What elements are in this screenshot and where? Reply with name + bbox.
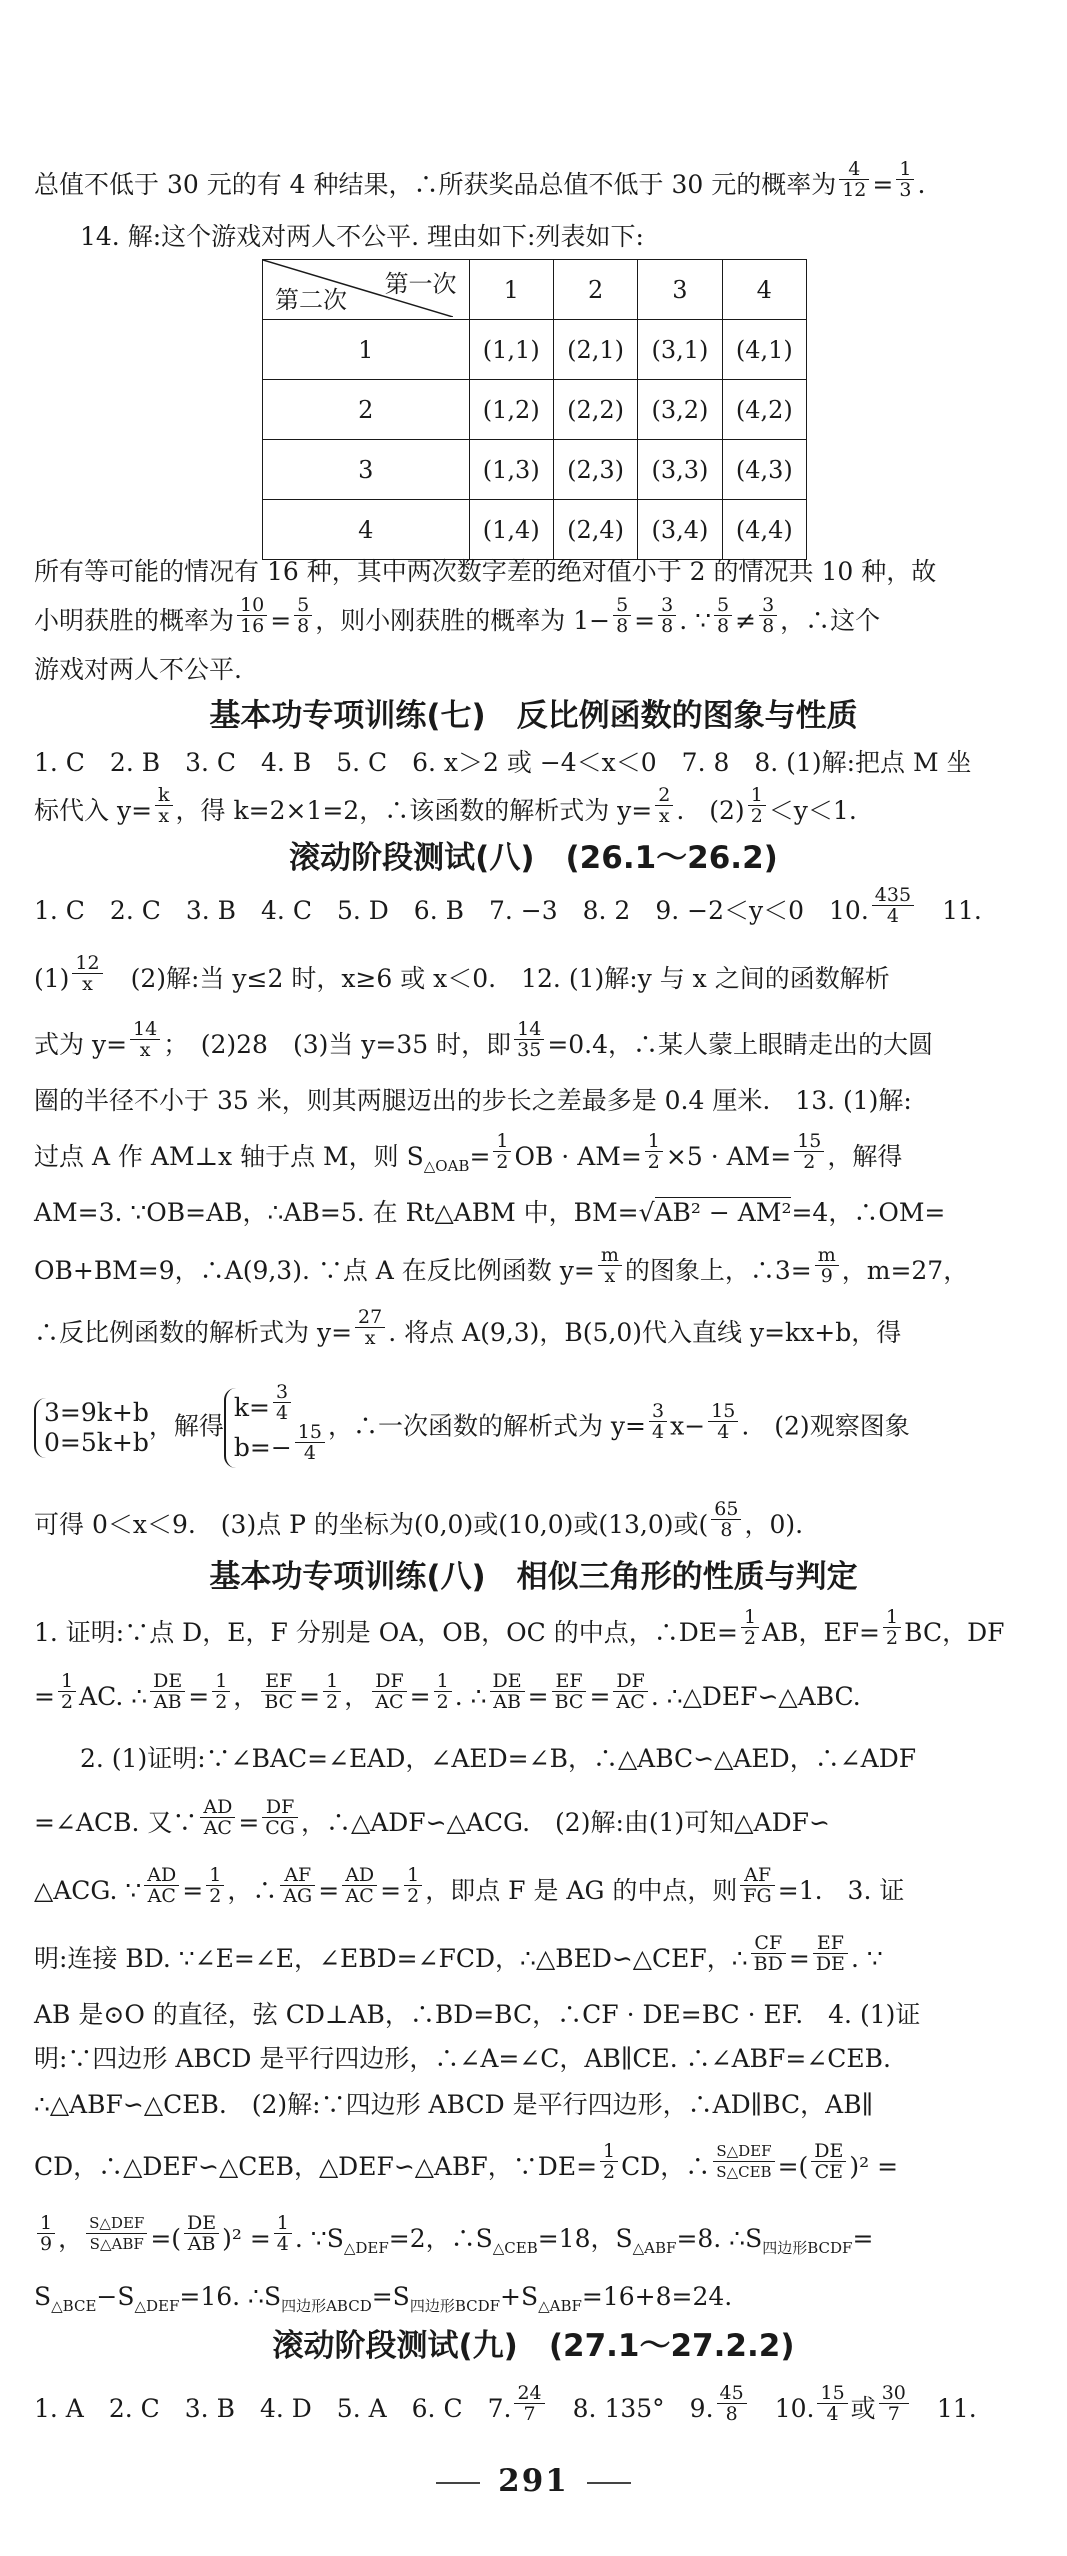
page-number: 291 (0, 2463, 1067, 2499)
table-cell: (3,1) (638, 320, 722, 380)
column-header: 1 (469, 260, 553, 320)
table-cell: (4,1) (722, 320, 806, 380)
table-corner-cell (263, 260, 470, 320)
text-line: 小明获胜的概率为 $\frac{10}{16}$ = $\frac{5}{8}$ ，则小刚获胜的概率为 1− $\frac{5}{8}$ = $\frac{3}{8}$ . ∵ $\frac{5}{8}$ ≠ $\frac{3}{8}$ ，∴这个 (34, 594, 881, 637)
table-cell: (2,1) (553, 320, 637, 380)
text-line: 可得 0＜x＜9. (3)点 P 的坐标为(0,0)或(10,0)或(13,0)或( $\frac{65}{8}$ ，0). (34, 1498, 804, 1541)
divider (587, 2482, 631, 2484)
text-line: 明:连接 BD. ∵∠E=∠E，∠EBD=∠FCD，∴△BED∽△CEF，∴ $\frac{CF}{BD}$ = $\frac{EF}{DE}$ . ∵ (34, 1932, 883, 1975)
text-line: 1. C 2. C 3. B 4. C 5. D 6. B 7. −3 8. 2 9. −2＜y＜0 10. $\frac{435}{4}$ 11. (34, 884, 982, 927)
text-line: =∠ACB. 又∵ $\frac{AD}{AC}$ = $\frac{DF}{CG}$ ，∴△ADF∽△ACG. (2)解:由(1)可知△ADF∽ (34, 1796, 830, 1839)
table-cell: (2,4) (553, 500, 637, 560)
section-heading: 滚动阶段测试(八) (26.1～26.2) (289, 840, 778, 876)
divider (436, 2482, 480, 2484)
text-line: 过点 A 作 AM⊥x 轴于点 M，则 $S_{\triangle OAB}=$ $\frac{1}{2}$ OB · AM= $\frac{1}{2}$ ×5 · AM= $\frac{15}{2}$ ，解得 (34, 1130, 903, 1175)
table-cell: (4,4) (722, 500, 806, 560)
table-cell: (4,3) (722, 440, 806, 500)
text-line: 1. A 2. C 3. B 4. D 5. A 6. C 7. $\frac{24}{7}$ 8. 135° 9. $\frac{45}{8}$ 10. $\frac{15}{4}$ 或 $\frac{30}{7}$ 11. (34, 2382, 977, 2425)
text-line: ∴反比例函数的解析式为 y= $\frac{27}{x}$ . 将点 A(9,3)，B(5,0)代入直线 y=kx+b，得 (34, 1306, 902, 1349)
table-row (263, 440, 807, 500)
table-cell: (3,2) (638, 380, 722, 440)
fraction: $\frac{4}{12}$ (839, 159, 869, 200)
row-header: 2 (263, 380, 470, 440)
table-cell: (3,3) (638, 440, 722, 500)
corner-bottom-label: 第二次 (275, 286, 347, 314)
text-line: CD，∴△DEF∽△CEB，△DEF∽△ABF，∵DE= $\frac{1}{2}$ CD，∴ $\frac{\text{S△DEF}}{\text{S△CEB}}$ =( $\frac{DE}{CE}$ )² = (34, 2140, 899, 2183)
table-row (263, 380, 807, 440)
section-heading: 基本功专项训练(七) 反比例函数的图象与性质 (209, 698, 858, 734)
table-row (263, 320, 807, 380)
text-line: 明:∵四边形 ABCD 是平行四边形，∴∠A=∠C，AB∥CE. ∴∠ABF=∠CEB. (34, 2044, 891, 2073)
solution-system: k= $\frac{3}{4}$ b=− $\frac{15}{4}$ (224, 1388, 328, 1468)
table-cell: (1,3) (469, 440, 553, 500)
text-line: 标代入 y= $\frac{k}{x}$ ，得 k=2×1=2，∴该函数的解析式为 y= $\frac{2}{x}$ . (2) $\frac{1}{2}$ ＜y＜1. (34, 784, 857, 827)
text-line: △ACG. ∵ $\frac{AD}{AC}$ = $\frac{1}{2}$ ，∴ $\frac{AF}{AG}$ = $\frac{AD}{AC}$ = $\frac{1}{2}$ ，即点 F 是 AG 的中点，则 $\frac{AF}{FG}$ =1. 3. 证 (34, 1864, 905, 1907)
text-line: = $\frac{1}{2}$ AC. ∴ $\frac{DE}{AB}$ = $\frac{1}{2}$ ， $\frac{EF}{BC}$ = $\frac{1}{2}$ ， $\frac{DF}{AC}$ = $\frac{1}{2}$ . ∴ $\frac{DE}{AB}$ = $\frac{EF}{BC}$ = $\frac{DF}{AC}$ . ∴△DEF∽△ABC. (34, 1670, 861, 1713)
row-header: 3 (263, 440, 470, 500)
text-line: $\frac{1}{9}$ ， $\frac{\text{S△DEF}}{\text{S△ABF}}$ =( $\frac{DE}{AB}$ )² = $\frac{1}{4}$ . $\because S_{\triangle DEF}=2$，$\therefore S_{\triangle CEB}=18$，$S_{\triangle ABF}=8$. $\therefore S_{四边形BCDF}=$ (34, 2222, 1033, 2265)
text-line: AB 是⊙O 的直径，弦 CD⊥AB，∴BD=BC，∴CF · DE=BC · EF. 4. (1)证 (34, 2000, 921, 2029)
text-line: $S_{\triangle BCE}-S_{\triangle DEF}=16$. $\therefore S_{四边形ABCD}=S_{四边形BCDF}+S_{\triangle ABF}=16+8=24$. (34, 2282, 733, 2315)
table-cell: (2,3) (553, 440, 637, 500)
text-line: 3=9k+b 0=5k+b ，解得 k= $\frac{3}{4}$ b=− $\frac{15}{4}$ ，∴一次函数的解析式为 y= $\frac{3}{4}$ x− $\frac{15}{4}$ . (2)观察图象 (34, 1388, 1033, 1468)
text-line: 2. (1)证明:∵∠BAC=∠EAD，∠AED=∠B，∴△ABC∽△AED，∴∠ADF (80, 1744, 917, 1773)
text-line: 圈的半径不小于 35 米，则其两腿迈出的步长之差最多是 0.4 厘米. 13. (1)解: (34, 1086, 912, 1115)
text-line: 式为 y= $\frac{14}{x}$ ； (2)28 (3)当 y=35 时，即 $\frac{14}{35}$ =0.4，∴某人蒙上眼睛走出的大圆 (34, 1018, 934, 1061)
text-line: 1. C 2. B 3. C 4. B 5. C 6. x＞2 或 −4＜x＜0 7. 8 8. (1)解:把点 M 坐 (34, 748, 972, 777)
row-header: 4 (263, 500, 470, 560)
table-cell: (1,1) (469, 320, 553, 380)
column-header: 4 (722, 260, 806, 320)
text-line: ∴△ABF∽△CEB. (2)解:∵四边形 ABCD 是平行四边形，∴AD∥BC，AB∥ (34, 2090, 874, 2119)
section-heading: 基本功专项训练(八) 相似三角形的性质与判定 (209, 1559, 858, 1595)
text-line: 所有等可能的情况有 16 种，其中两次数字差的绝对值小于 2 的情况共 10 种，故 (34, 557, 937, 586)
section-heading: 滚动阶段测试(九) (27.1～27.2.2) (272, 2328, 795, 2364)
table-cell: (4,2) (722, 380, 806, 440)
table-cell: (1,2) (469, 380, 553, 440)
corner-top-label: 第一次 (384, 270, 457, 298)
table-row (263, 500, 807, 560)
outcome-table (262, 259, 807, 560)
text-line: AM=3. ∵OB=AB，∴AB=5. 在 Rt△ABM 中，BM=√AB² − AM²=4，∴OM= (34, 1198, 946, 1227)
text-line: 1. 证明:∵点 D，E，F 分别是 OA，OB，OC 的中点，∴DE= $\frac{1}{2}$ AB，EF= $\frac{1}{2}$ BC，DF (34, 1606, 1005, 1649)
question-14: 14. 解:这个游戏对两人不公平. 理由如下:列表如下: (80, 222, 644, 251)
text-line: 总值不低于 30 元的有 4 种结果，∴所获奖品总值不低于 30 元的概率为 $\frac{4}{12}$ = $\frac{1}{3}$ . (34, 158, 926, 201)
text-line: OB+BM=9，∴A(9,3). ∵点 A 在反比例函数 y= $\frac{m}{x}$ 的图象上，∴3= $\frac{m}{9}$ ，m=27， (34, 1244, 969, 1287)
text-line: (1) $\frac{12}{x}$ (2)解:当 y≤2 时，x≥6 或 x＜0. 12. (1)解:y 与 x 之间的函数解析 (34, 952, 890, 995)
fraction: $\frac{1}{3}$ (896, 159, 914, 200)
column-header: 2 (553, 260, 637, 320)
column-header: 3 (638, 260, 722, 320)
text-line: 游戏对两人不公平. (34, 655, 242, 684)
table-cell: (3,4) (638, 500, 722, 560)
row-header: 1 (263, 320, 470, 380)
table-cell: (1,4) (469, 500, 553, 560)
equation-system: 3=9k+b 0=5k+b (34, 1398, 149, 1458)
table-cell: (2,2) (553, 380, 637, 440)
